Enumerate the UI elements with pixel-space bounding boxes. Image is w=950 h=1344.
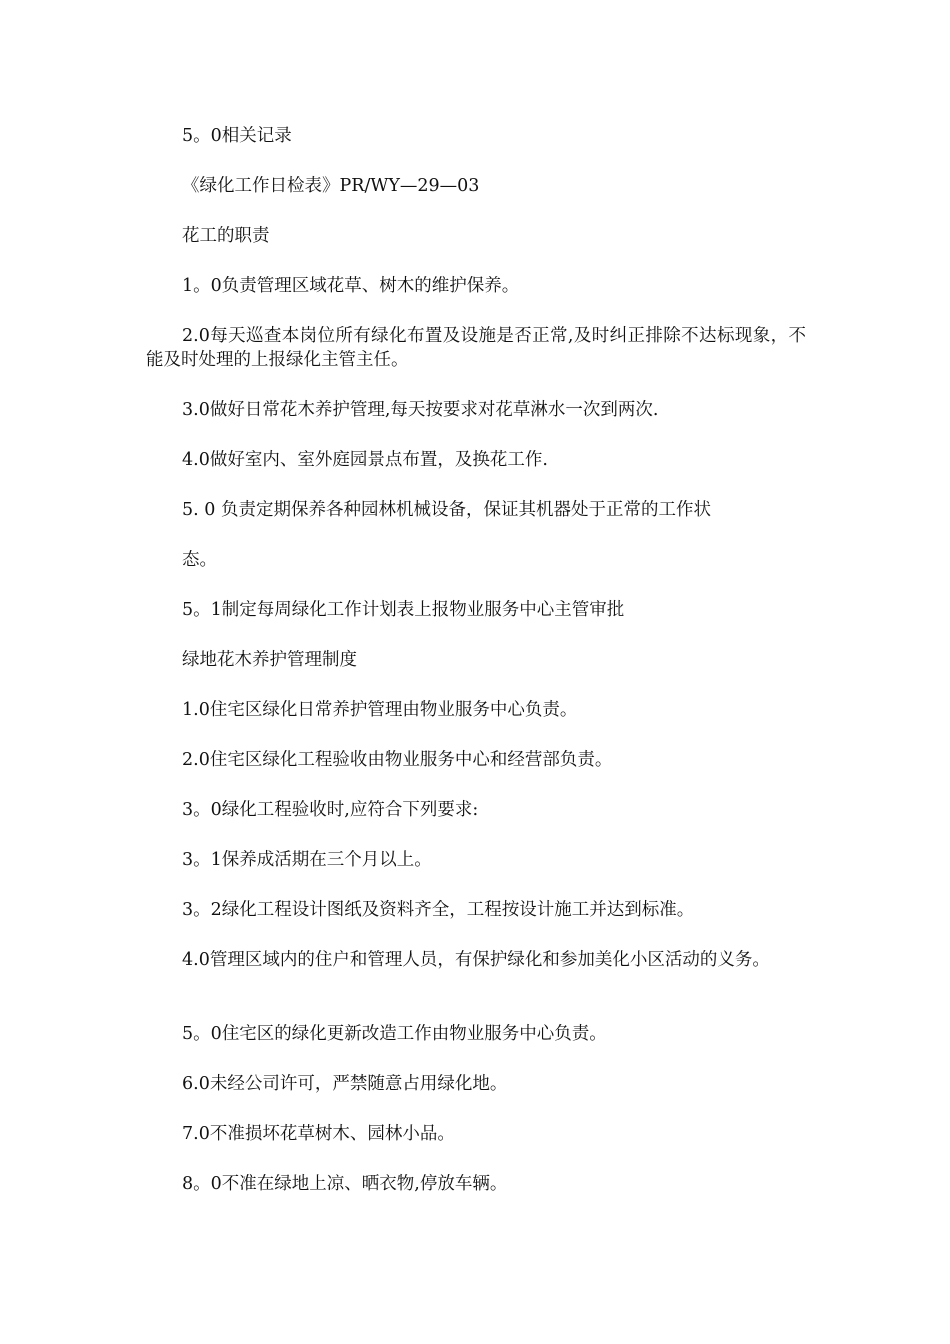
paragraph: 7.0不准损坏花草树木、园林小品。 (182, 1124, 455, 1144)
paragraph: 4.0管理区域内的住户和管理人员，有保护绿化和参加美化小区活动的义务。 (182, 950, 770, 970)
section-heading: 花工的职责 (182, 226, 270, 246)
paragraph: 《绿化工作日检表》PR/WY—29—03 (182, 176, 480, 196)
paragraph: 2.0住宅区绿化工程验收由物业服务中心和经营部负责。 (182, 750, 613, 770)
paragraph: 1。0负责管理区域花草、树木的维护保养。 (182, 276, 520, 296)
paragraph: 5。0住宅区的绿化更新改造工作由物业服务中心负责。 (182, 1024, 607, 1044)
paragraph: 1.0住宅区绿化日常养护管理由物业服务中心负责。 (182, 700, 578, 720)
paragraph: 5. 0 负责定期保养各种园林机械设备，保证其机器处于正常的工作状 (182, 500, 711, 520)
section-heading: 绿地花木养护管理制度 (182, 650, 357, 670)
paragraph: 8。0不准在绿地上凉、晒衣物,停放车辆。 (182, 1174, 508, 1194)
paragraph: 4.0做好室内、室外庭园景点布置，及换花工作. (182, 450, 548, 470)
paragraph: 2.0每天巡查本岗位所有绿化布置及设施是否正常,及时纠正排除不达标现象，不能及时处理的上报绿化主管主任。 (146, 326, 806, 370)
paragraph: 3。0绿化工程验收时,应符合下列要求: (182, 800, 479, 820)
paragraph: 5。0相关记录 (182, 126, 292, 146)
paragraph: 态。 (182, 550, 217, 570)
paragraph: 3。1保养成活期在三个月以上。 (182, 850, 432, 870)
paragraph: 6.0未经公司许可，严禁随意占用绿化地。 (182, 1074, 508, 1094)
paragraph: 3.0做好日常花木养护管理,每天按要求对花草淋水一次到两次. (182, 400, 659, 420)
paragraph: 5。1制定每周绿化工作计划表上报物业服务中心主管审批 (182, 600, 625, 620)
paragraph: 3。2绿化工程设计图纸及资料齐全，工程按设计施工并达到标准。 (182, 900, 695, 920)
